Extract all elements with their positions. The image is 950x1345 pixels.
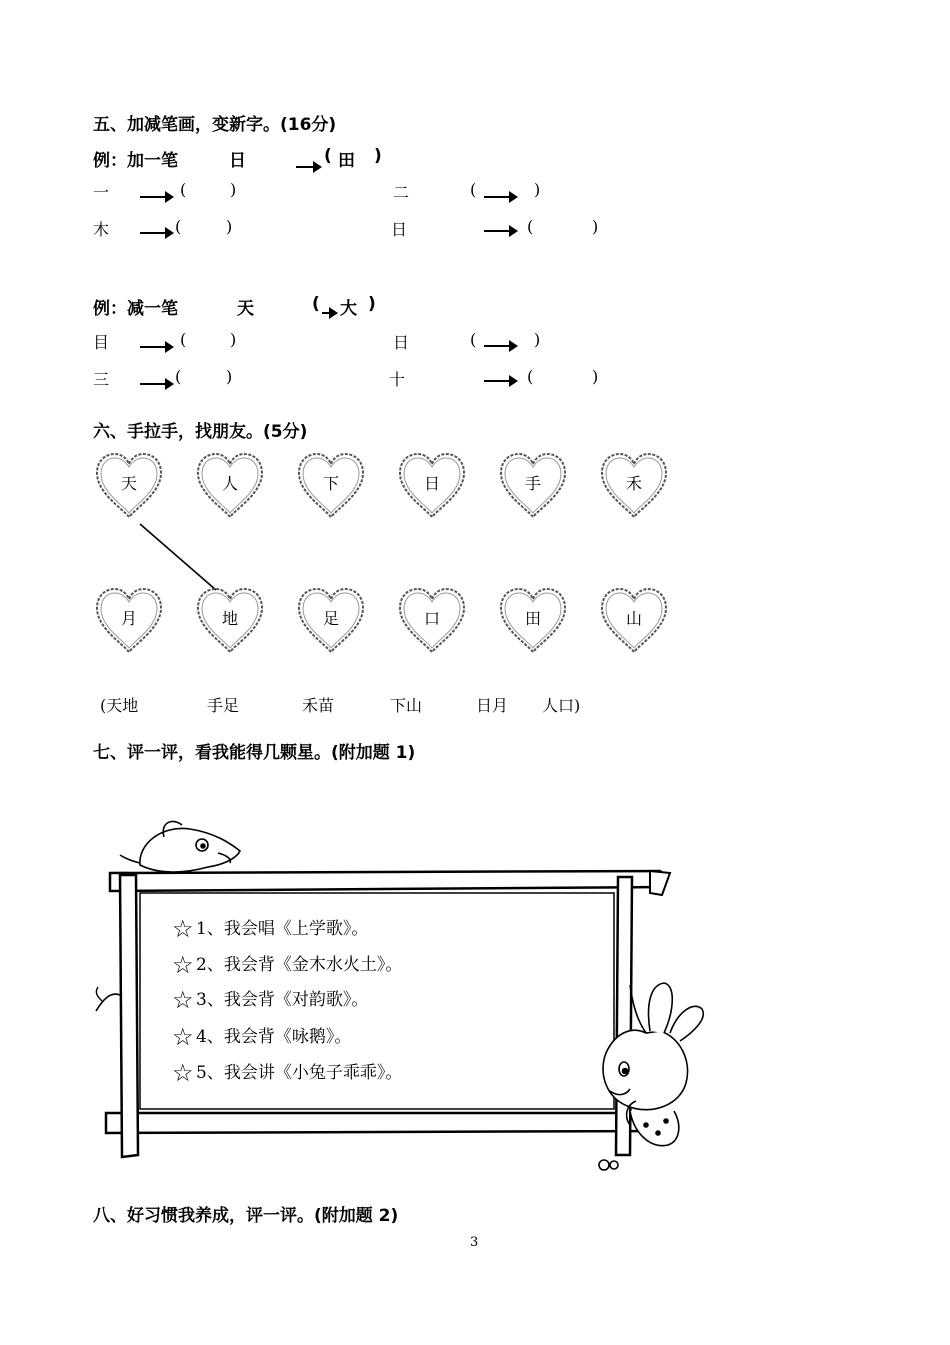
heart-card[interactable] [598, 586, 670, 658]
heart-char: 日 [423, 474, 440, 493]
answer-close: ) [534, 180, 541, 199]
answer-close: ) [226, 217, 233, 236]
answer-open: ( [470, 180, 477, 199]
example-sub-char: 天 [237, 299, 254, 319]
add-left-char: 一 [93, 183, 110, 202]
answer-open: ( [527, 367, 534, 386]
word-bank-item: 手足 [207, 696, 240, 715]
section8-heading: 八、好习惯我养成，评一评。(附加题 2) [93, 1206, 399, 1226]
heart-card[interactable] [396, 586, 468, 658]
heart-char: 地 [221, 609, 238, 628]
answer-open: ( [180, 180, 187, 199]
heart-char: 禾 [625, 474, 642, 493]
example-add-prefix: 例：加一笔 [93, 151, 178, 171]
bird-illustration [120, 821, 240, 872]
example-add-open: ( [324, 146, 332, 166]
heart-char: 口 [423, 609, 440, 628]
answer-close: ) [592, 217, 599, 236]
word-bank-item: 人口) [542, 696, 581, 715]
answer-close: ) [226, 367, 233, 386]
heart-char: 月 [120, 609, 137, 628]
answer-open: ( [470, 330, 477, 349]
sub-left-char: 三 [93, 370, 110, 389]
heart-char: 山 [625, 609, 642, 628]
add-left-char: 日 [391, 220, 408, 239]
assessment-item: ☆ 2、我会背《金木水火土》。 [172, 951, 403, 979]
heart-char: 人 [221, 474, 238, 493]
star-icon[interactable]: ☆ [172, 915, 194, 943]
sub-left-char: 十 [389, 370, 406, 389]
page-number: 3 [470, 1235, 479, 1250]
heart-char: 田 [524, 609, 541, 628]
example-add-char: 日 [229, 151, 246, 171]
word-bank-item: 日月 [476, 696, 509, 715]
star-icon[interactable]: ☆ [172, 1059, 194, 1087]
add-left-char: 木 [93, 220, 110, 239]
example-sub-open: ( [312, 294, 320, 314]
section5-heading: 五、加减笔画，变新字。(16分) [93, 115, 337, 135]
example-add-answer: 田 [338, 151, 355, 171]
heart-char: 手 [524, 474, 541, 493]
example-sub-prefix: 例：减一笔 [93, 299, 178, 319]
heart-card[interactable] [497, 586, 569, 658]
answer-close: ) [592, 367, 599, 386]
assessment-item: ☆ 1、我会唱《上学歌》。 [172, 915, 369, 943]
example-add-close: ) [374, 146, 382, 166]
word-bank-item: (天地 [100, 696, 139, 715]
sub-left-char: 目 [93, 333, 110, 352]
assessment-item: ☆ 4、我会背《咏鹅》。 [172, 1023, 352, 1051]
answer-close: ) [230, 330, 237, 349]
word-bank-item: 禾苗 [302, 696, 335, 715]
heart-char: 足 [322, 609, 339, 628]
star-icon[interactable]: ☆ [172, 986, 194, 1014]
heart-card[interactable] [93, 586, 165, 658]
word-bank-item: 下山 [390, 696, 423, 715]
section6-heading: 六、手拉手，找朋友。(5分) [93, 422, 308, 442]
heart-char: 天 [120, 474, 137, 493]
section7-heading: 七、评一评，看我能得几颗星。(附加题 1) [93, 743, 416, 763]
add-left-char: 二 [393, 183, 410, 202]
answer-open: ( [175, 217, 182, 236]
answer-open: ( [180, 330, 187, 349]
heart-char: 下 [322, 474, 339, 493]
example-sub-answer: 大 [340, 299, 357, 319]
answer-close: ) [534, 330, 541, 349]
answer-close: ) [230, 180, 237, 199]
answer-open: ( [527, 217, 534, 236]
heart-card[interactable] [295, 586, 367, 658]
star-icon[interactable]: ☆ [172, 951, 194, 979]
assessment-item: ☆ 5、我会讲《小兔子乖乖》。 [172, 1059, 403, 1087]
sub-left-char: 日 [393, 333, 410, 352]
example-sub-close: ) [368, 294, 376, 314]
heart-card[interactable] [194, 586, 266, 658]
star-icon[interactable]: ☆ [172, 1023, 194, 1051]
assessment-item: ☆ 3、我会背《对韵歌》。 [172, 986, 369, 1014]
answer-open: ( [175, 367, 182, 386]
